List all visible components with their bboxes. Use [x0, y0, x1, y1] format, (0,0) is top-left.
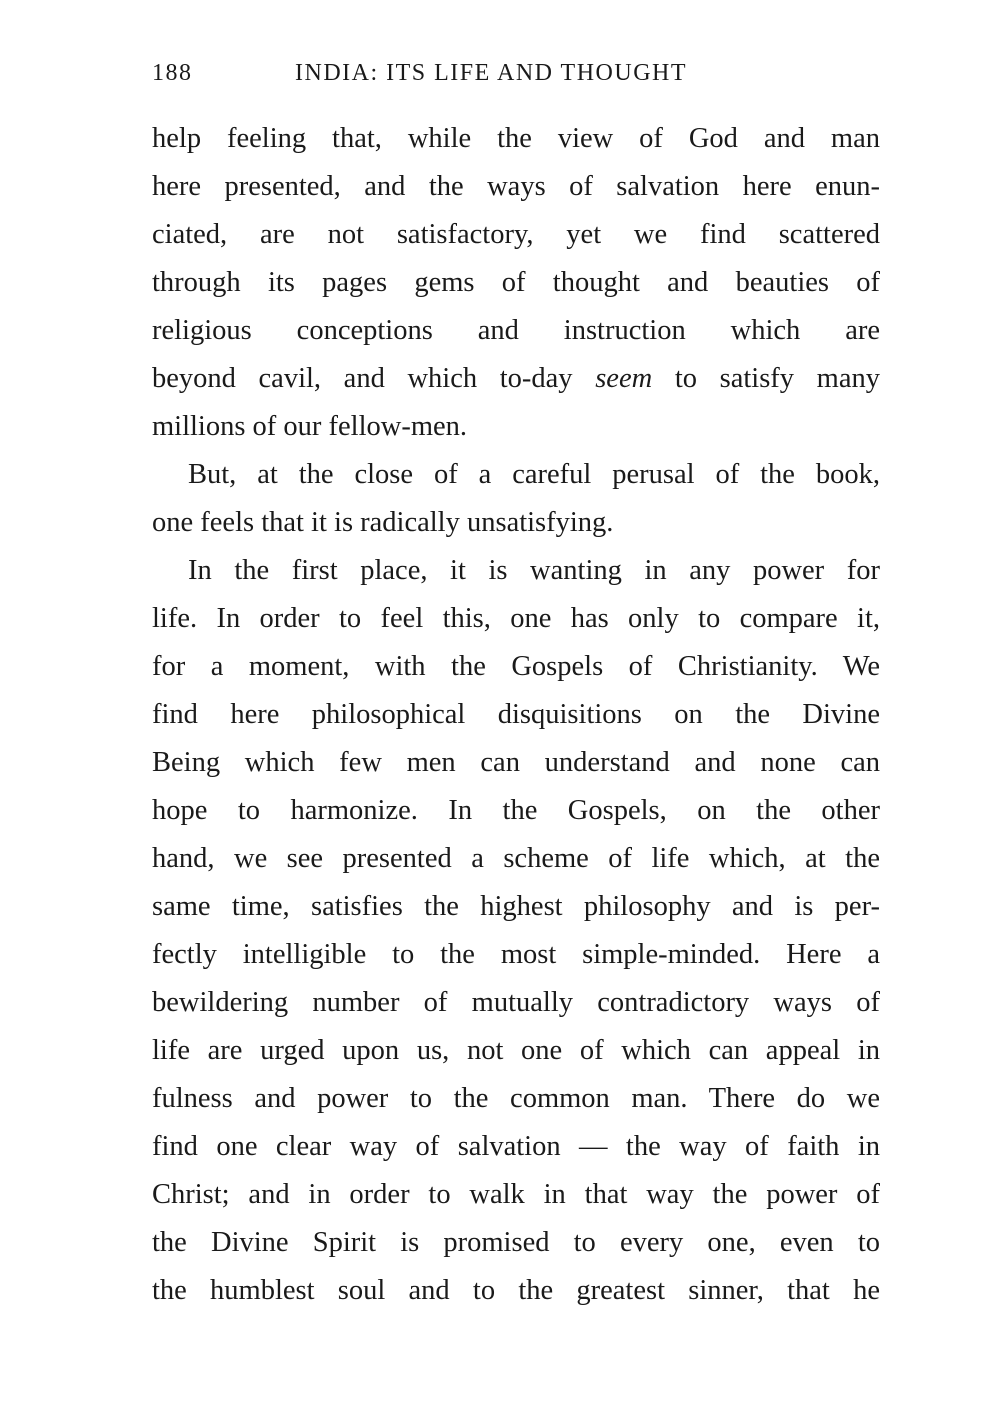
- paragraph-1: [152, 115, 880, 451]
- page-number: 188: [152, 60, 193, 86]
- paragraph-3: [152, 547, 880, 1315]
- text-line: find one clear way of salvation — the way of faith in: [152, 1131, 880, 1162]
- text-line: one feels that it is radically unsatisfying.: [152, 507, 614, 538]
- text-segment: to satisfy many: [652, 363, 880, 394]
- paragraph-2: [152, 451, 880, 547]
- text-line: life. In order to feel this, one has only to compare it,: [152, 603, 880, 634]
- text-line: Being which few men can understand and none can: [152, 747, 880, 778]
- text-line: find here philosophical disquisitions on the Divine: [152, 699, 880, 730]
- text-line: hope to harmonize. In the Gospels, on the other: [152, 795, 880, 826]
- text-line: religious conceptions and instruction which are: [152, 315, 880, 346]
- text-line: ciated, are not satisfactory, yet we find scattered: [152, 219, 880, 250]
- emphasized-word: seem: [595, 363, 653, 394]
- body-text: [152, 115, 880, 1315]
- text-line: fectly intelligible to the most simple-minded. Here a: [152, 939, 880, 970]
- text-line: for a moment, with the Gospels of Christianity. We: [152, 651, 880, 682]
- text-line: bewildering number of mutually contradictory ways of: [152, 987, 880, 1018]
- text-line: fulness and power to the common man. There do we: [152, 1083, 880, 1114]
- text-line: But, at the close of a careful perusal of the book,: [188, 459, 880, 490]
- text-segment: beyond cavil, and which to-day: [152, 363, 596, 394]
- text-line: In the first place, it is wanting in any power for: [188, 555, 880, 586]
- text-line: help feeling that, while the view of God and man: [152, 123, 880, 154]
- text-line: hand, we see presented a scheme of life which, at the: [152, 843, 880, 874]
- text-line: through its pages gems of thought and beauties of: [152, 267, 880, 298]
- text-line: life are urged upon us, not one of which can appeal in: [152, 1035, 880, 1066]
- text-line: Christ; and in order to walk in that way the power of: [152, 1179, 880, 1210]
- text-line: the humblest soul and to the greatest sinner, that he: [152, 1275, 880, 1306]
- text-line: same time, satisfies the highest philosophy and is per-: [152, 891, 880, 922]
- running-head: [152, 60, 880, 92]
- text-line: the Divine Spirit is promised to every one, even to: [152, 1227, 880, 1258]
- text-line-with-emphasis: [152, 355, 880, 403]
- text-line: millions of our fellow-men.: [152, 411, 468, 442]
- running-title: INDIA: ITS LIFE AND THOUGHT: [295, 60, 688, 86]
- text-line: here presented, and the ways of salvation here enun-: [152, 171, 880, 202]
